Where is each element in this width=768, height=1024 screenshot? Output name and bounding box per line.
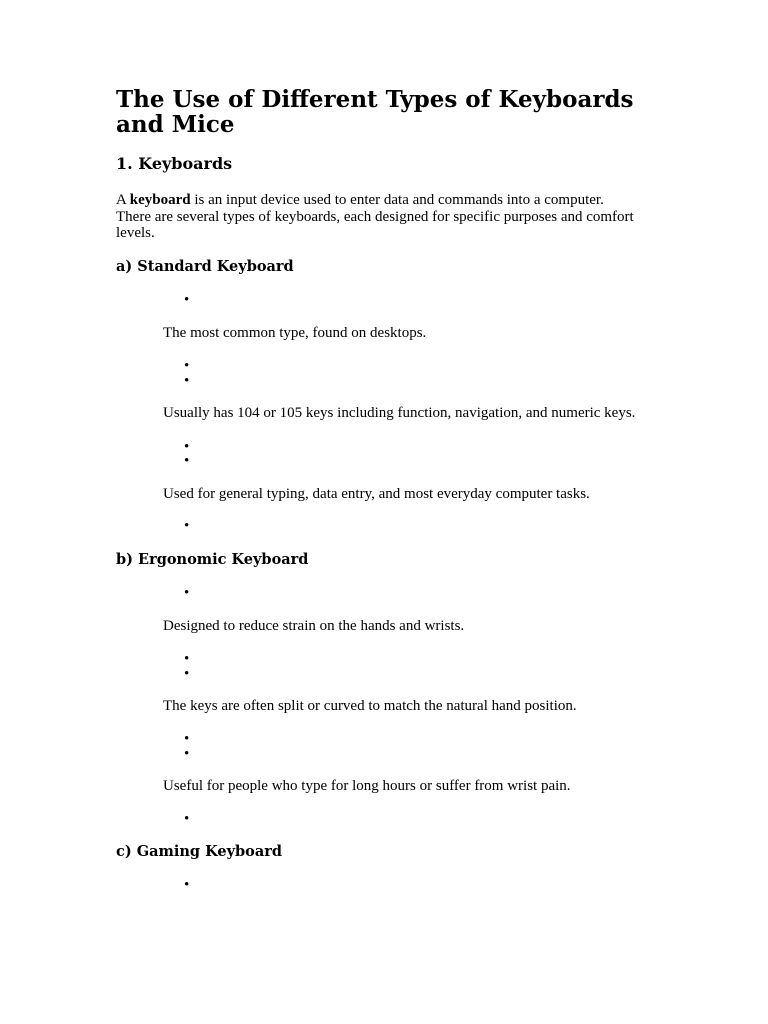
bullet-marker: • bbox=[184, 518, 190, 534]
list-item-ergonomic-2: The keys are often split or curved to match the natural hand position. bbox=[163, 698, 577, 714]
intro-bold-term: keyboard bbox=[129, 192, 191, 208]
subsection-heading-standard-keyboard: a) Standard Keyboard bbox=[116, 258, 294, 275]
bullet-marker: • bbox=[184, 746, 190, 762]
intro-line-1-rest: is an input device used to enter data and commands into a computer. bbox=[190, 192, 604, 208]
bullet-marker: • bbox=[184, 585, 190, 601]
subsection-heading-ergonomic-keyboard: b) Ergonomic Keyboard bbox=[116, 551, 309, 568]
list-item-standard-3: Used for general typing, data entry, and most everyday computer tasks. bbox=[163, 486, 590, 502]
bullet-marker: • bbox=[184, 877, 190, 893]
bullet-marker: • bbox=[184, 292, 190, 308]
intro-paragraph-line-2: There are several types of keyboards, each designed for specific purposes and comfort bbox=[116, 208, 634, 225]
bullet-marker: • bbox=[184, 651, 190, 667]
list-item-standard-1: The most common type, found on desktops. bbox=[163, 325, 427, 341]
list-item-ergonomic-1: Designed to reduce strain on the hands and wrists. bbox=[163, 618, 465, 634]
bullet-marker: • bbox=[184, 358, 190, 374]
section-heading-keyboards: 1. Keyboards bbox=[116, 154, 233, 173]
list-item-ergonomic-3: Useful for people who type for long hours or suffer from wrist pain. bbox=[163, 778, 571, 794]
bullet-marker: • bbox=[184, 373, 190, 389]
intro-paragraph-line-1 bbox=[116, 192, 604, 209]
list-item-standard-2: Usually has 104 or 105 keys including function, navigation, and numeric keys. bbox=[163, 405, 636, 421]
bullet-marker: • bbox=[184, 811, 190, 827]
bullet-marker: • bbox=[184, 666, 190, 682]
document-title-line-2: and Mice bbox=[116, 111, 235, 138]
intro-prefix: A bbox=[116, 192, 130, 208]
intro-paragraph-line-3: levels. bbox=[116, 225, 155, 241]
document-title-line-1: The Use of Different Types of Keyboards bbox=[116, 86, 634, 113]
subsection-heading-gaming-keyboard: c) Gaming Keyboard bbox=[116, 843, 283, 860]
bullet-marker: • bbox=[184, 453, 190, 469]
bullet-marker: • bbox=[184, 731, 190, 747]
bullet-marker: • bbox=[184, 439, 190, 455]
